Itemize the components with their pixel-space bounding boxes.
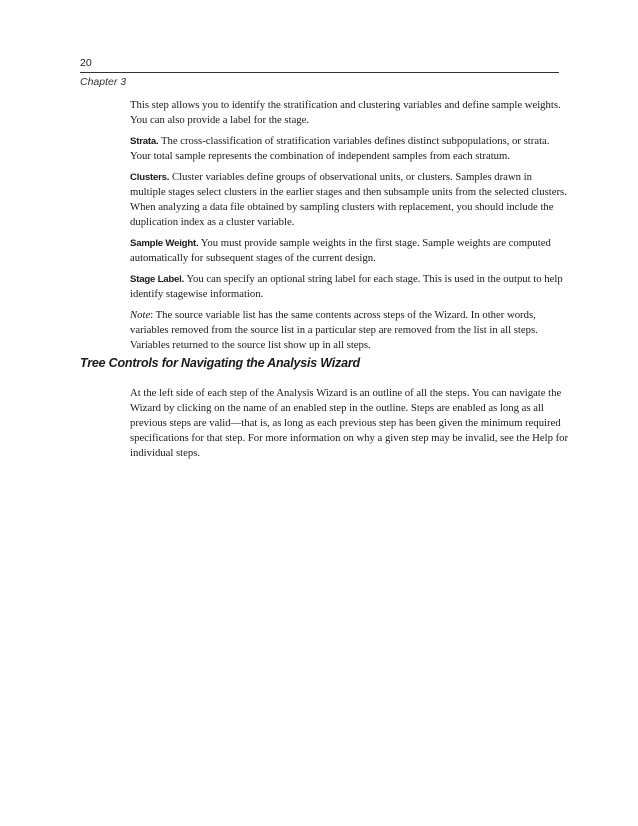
sample-weight-text: You must provide sample weights in the first stage. Sample weights are computed automatically for subsequent stages of the current design. <box>130 237 551 264</box>
stage-label-text: You can specify an optional string label for each stage. This is used in the output to help identify stagewise information. <box>130 273 563 300</box>
section-body <box>130 386 570 467</box>
section-heading: Tree Controls for Navigating the Analysis Wizard <box>80 356 360 370</box>
clusters-text: Cluster variables define groups of observational units, or clusters. Samples drawn in multiple stages select clusters in the earlier stages and then subsample units from the selected clusters. When analyzing a data file obtained by sampling clusters with replacement, you should include the duplication index as a cluster variable. <box>130 171 567 228</box>
strata-paragraph <box>130 134 570 164</box>
step-description <box>130 98 570 359</box>
section-paragraph: At the left side of each step of the Analysis Wizard is an outline of all the steps. You can navigate the Wizard by clicking on the name of an enabled step in the outline. Steps are enabled as long as all previous steps are valid—that is, as long as each previous step has been given the minimum required specifications for that step. For more information on why a given step may be invalid, see the Help for individual steps. <box>130 387 569 459</box>
stage-label-paragraph <box>130 272 570 302</box>
strata-term: Strata. <box>130 136 159 147</box>
note-paragraph <box>130 308 570 353</box>
note-text: : The source variable list has the same contents across steps of the Wizard. In other words, variables removed from the source list in a particular step are removed from the list in all steps. Variables returned to the source list show up in all steps. <box>130 309 538 351</box>
stage-label-term: Stage Label. <box>130 274 185 285</box>
clusters-paragraph <box>130 170 570 230</box>
sample-weight-term: Sample Weight. <box>130 238 199 249</box>
chapter-label: Chapter 3 <box>80 76 127 88</box>
intro-paragraph: This step allows you to identify the stratification and clustering variables and define sample weights. You can also provide a label for the stage. <box>130 99 561 126</box>
header-rule <box>80 72 559 73</box>
clusters-term: Clusters. <box>130 172 170 183</box>
sample-weight-paragraph <box>130 236 570 266</box>
page-number: 20 <box>80 57 92 69</box>
strata-text: The cross-classification of stratification variables defines distinct subpopulations, or strata. Your total sample represents the combination of independent samples from each stratum. <box>130 135 550 162</box>
note-label: Note <box>130 309 151 321</box>
